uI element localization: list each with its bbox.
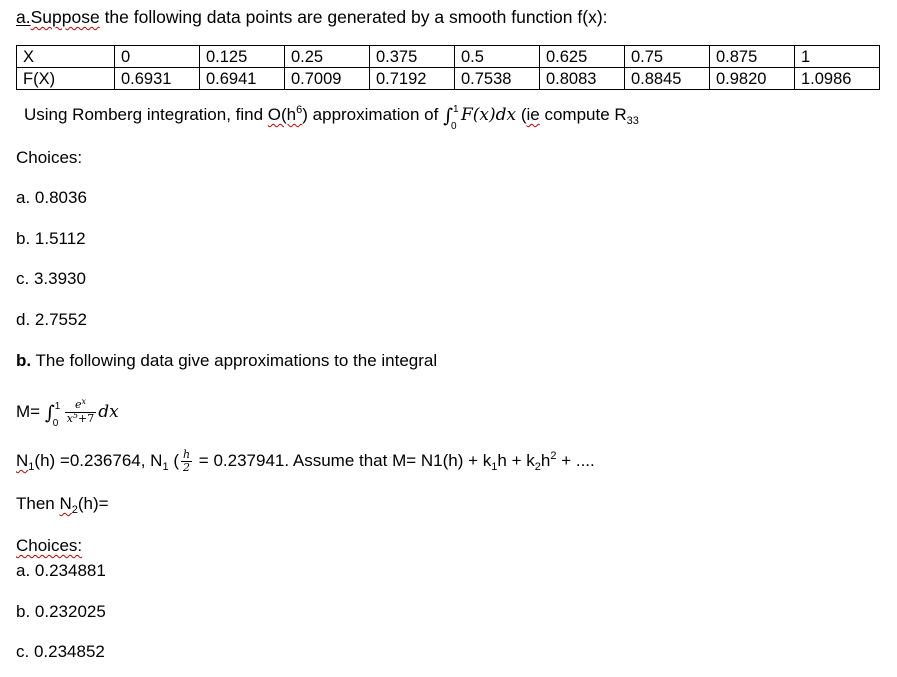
integral-limits: [52, 396, 63, 429]
choice-a-option-b[interactable]: b. 1.5112: [16, 229, 86, 248]
choice-b-option-b[interactable]: b. 0.232025: [16, 602, 106, 621]
table-cell: 0.7009: [285, 68, 370, 90]
question-a-prompt-text: Using Romberg integration, find: [24, 105, 268, 124]
table-cell: 0.8845: [625, 68, 710, 90]
question-a-title: [16, 6, 608, 28]
big-o-notation: [268, 105, 302, 124]
compute-text: compute R: [539, 105, 627, 124]
choices-b-label: [16, 535, 82, 557]
k2-subscript: 2: [534, 461, 541, 473]
table-cell: 0.5: [455, 46, 540, 68]
question-a-mid-text: approximation of: [307, 105, 444, 124]
h2-exponent: 2: [550, 450, 557, 462]
richardson-equation: [16, 448, 595, 476]
table-cell: 0.75: [625, 46, 710, 68]
n1h-term: [16, 451, 35, 473]
k-mid-text: h + k: [497, 451, 535, 470]
n1h-subscript: 1: [28, 461, 35, 473]
integral-lower-limit: 0: [450, 121, 457, 132]
n1h-letter: N: [16, 451, 29, 470]
question-b-title-text: The following data give approximations to the integral: [31, 351, 438, 370]
integral-sign: ∫: [443, 105, 453, 127]
denominator-tail: +7: [78, 412, 95, 426]
table-cell: 0.7538: [455, 68, 540, 90]
numerator-base: e: [74, 398, 82, 412]
ie-abbrev: ie: [526, 105, 540, 124]
integral-limits: [450, 103, 461, 132]
table-cell: 0.625: [540, 46, 625, 68]
big-o-close: ): [302, 105, 308, 124]
table-cell: 0.6941: [200, 68, 285, 90]
question-b-label: b.: [16, 351, 32, 370]
table-cell: 0: [115, 46, 200, 68]
m-label: M=: [16, 402, 45, 421]
n2h-letter: N: [59, 494, 72, 513]
integral-m-formula: [16, 396, 119, 427]
choices-b-label-text: Choices:: [16, 536, 83, 555]
question-b-title: [16, 350, 437, 372]
table-cell: 0.125: [200, 46, 285, 68]
fraction-numerator: [65, 399, 97, 413]
numerator-exponent: x: [81, 397, 86, 407]
big-o-exponent: 6: [296, 104, 303, 116]
table-cell: 0.8083: [540, 68, 625, 90]
half-step-denominator: 2: [183, 461, 191, 475]
integral-lower-limit: 0: [52, 418, 59, 429]
half-step-fraction: [181, 449, 192, 474]
series-tail: + ....: [556, 451, 595, 470]
table-row-fx: [17, 68, 880, 90]
question-a-label: a.: [16, 7, 31, 27]
choice-a-option-c[interactable]: c. 3.3930: [16, 269, 86, 288]
big-o-text: O(h: [267, 105, 297, 124]
table-cell: 0.875: [710, 46, 795, 68]
fraction-denominator: [65, 413, 97, 426]
question-a-title-text: the following data points are generated by a smooth function f(x):: [99, 7, 608, 27]
n1h-value-text: (h) =0.236764, N: [34, 451, 163, 470]
table-cell: F(X): [17, 68, 115, 90]
n1h2-paren: (: [168, 451, 179, 470]
n2h-term: [59, 494, 78, 516]
table-cell: 0.25: [285, 46, 370, 68]
then-text: Then: [16, 494, 60, 513]
n2h-subscript: 2: [71, 504, 78, 516]
paren-open: (: [516, 105, 527, 124]
question-a-prompt: [24, 103, 639, 132]
choice-b-option-c[interactable]: c. 0.234852: [16, 642, 105, 661]
differential: dx: [98, 402, 119, 422]
table-cell: 0.375: [370, 46, 455, 68]
table-cell: 0.7192: [370, 68, 455, 90]
denominator-exponent: 5: [72, 411, 79, 421]
table-row-x: [17, 46, 880, 68]
table-cell: 0.9820: [710, 68, 795, 90]
data-table: [16, 45, 880, 90]
then-n2h-prompt: [16, 493, 109, 517]
r-subscript: 33: [626, 115, 639, 127]
choice-a-option-d[interactable]: d. 2.7552: [16, 310, 87, 329]
choice-b-option-a[interactable]: a. 0.234881: [16, 561, 106, 580]
integral-sign: ∫: [44, 402, 55, 424]
integrand-fraction: [65, 399, 97, 426]
integral-upper-limit: 1: [452, 104, 459, 115]
h2-base: h: [540, 451, 551, 470]
choices-a-label: Choices:: [16, 148, 83, 167]
k1-subscript: 1: [491, 461, 498, 473]
half-step-numerator: h: [182, 448, 191, 462]
table-cell: 0.6931: [115, 68, 200, 90]
question-a-title-word: Suppose: [30, 7, 100, 27]
denominator-base: x: [66, 412, 73, 426]
table-cell: 1: [795, 46, 880, 68]
n1h2-value-text: = 0.237941. Assume that M= N1(h) + k: [194, 451, 492, 470]
table-cell: X: [17, 46, 115, 68]
integral-upper-limit: 1: [54, 401, 61, 412]
n1h2-subscript: 1: [162, 461, 169, 473]
table-cell: 1.0986: [795, 68, 880, 90]
n2h-rest-text: (h)=: [77, 494, 109, 513]
integrand: F(x)dx: [460, 105, 517, 125]
choice-a-option-a[interactable]: a. 0.8036: [16, 188, 87, 207]
